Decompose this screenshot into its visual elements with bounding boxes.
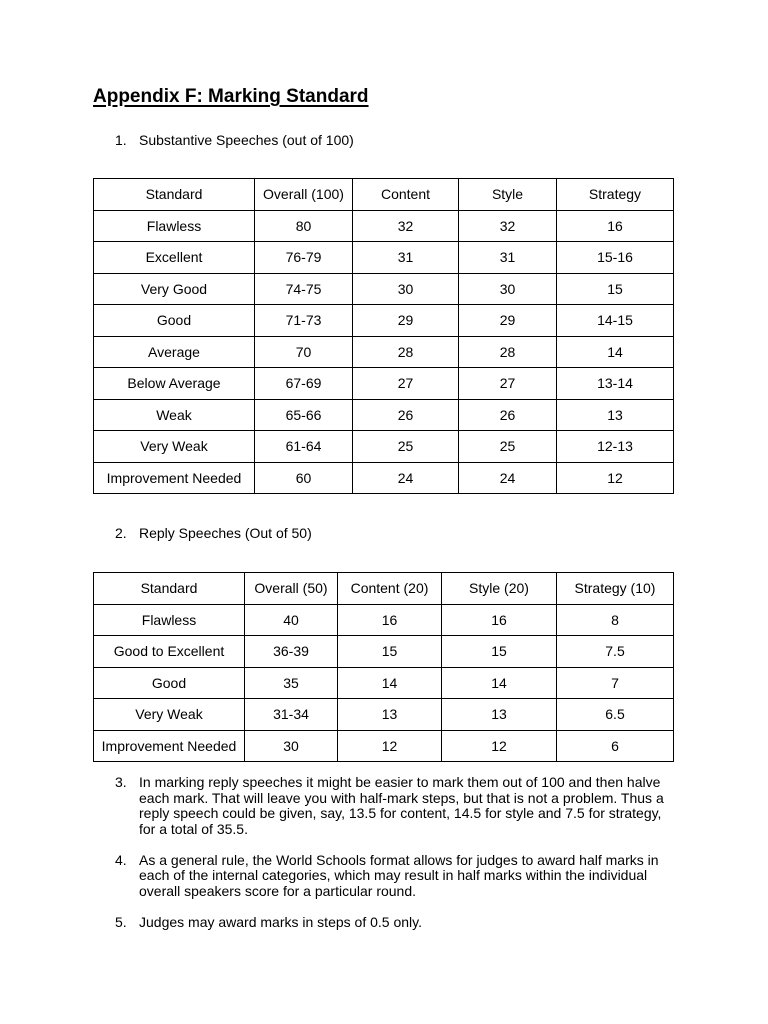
list-item-number: 5. [115,913,127,930]
table-cell: 30 [459,273,557,305]
list-item [115,775,675,837]
table-cell: 28 [459,336,557,368]
table-cell: 32 [459,210,557,242]
list-item-text: As a general rule, the World Schools format allows for judges to award half marks in each of the internal categories, which may result in half marks within the individual overall speakers score for a particular round. [139,851,659,899]
table-cell: Good [94,667,245,699]
table-cell: Improvement Needed [94,462,255,494]
table-cell: 7 [557,667,674,699]
list-item-text: Judges may award marks in steps of 0.5 only. [139,913,422,930]
table-cell: 14 [557,336,674,368]
table-cell: 7.5 [557,636,674,668]
table-cell: 32 [353,210,459,242]
table-row [94,399,674,431]
column-header: Content (20) [338,573,442,605]
table-cell: Very Weak [94,431,255,463]
table-row [94,667,674,699]
table-cell: 15 [338,636,442,668]
table-cell: 29 [353,305,459,337]
table-cell: 70 [255,336,353,368]
column-header: Style [459,179,557,211]
table-cell: 13-14 [557,368,674,400]
list-item-number: 4. [115,851,127,868]
table-cell: Excellent [94,242,255,274]
table-cell: 80 [255,210,353,242]
table-cell: 71-73 [255,305,353,337]
table-row [94,368,674,400]
table-cell: 12 [442,730,557,762]
table-cell: 60 [255,462,353,494]
column-header: Overall (100) [255,179,353,211]
column-header: Standard [94,573,245,605]
table-cell: Flawless [94,210,255,242]
table-row [94,730,674,762]
table-cell: Good to Excellent [94,636,245,668]
table-cell: 12-13 [557,431,674,463]
table-cell: 6 [557,730,674,762]
column-header: Style (20) [442,573,557,605]
table-cell: 27 [353,368,459,400]
table-row [94,636,674,668]
table-cell: 31 [459,242,557,274]
table-cell: 29 [459,305,557,337]
table-cell: 35 [245,667,338,699]
table-cell: 13 [442,699,557,731]
table-cell: Very Good [94,273,255,305]
column-header: Overall (50) [245,573,338,605]
table-cell: 15 [442,636,557,668]
table-cell: 36-39 [245,636,338,668]
table-cell: 16 [338,604,442,636]
table-cell: 74-75 [255,273,353,305]
table-row [94,604,674,636]
table-cell: 28 [353,336,459,368]
section-1-heading [115,132,354,148]
table-cell: 13 [338,699,442,731]
table-row [94,273,674,305]
section-1-number: 1. [115,132,127,148]
table-cell: Very Weak [94,699,245,731]
table-cell: Improvement Needed [94,730,245,762]
table-cell: 61-64 [255,431,353,463]
table-cell: 13 [557,399,674,431]
table-cell: 6.5 [557,699,674,731]
table-cell: 14-15 [557,305,674,337]
table-cell: 25 [459,431,557,463]
table-cell: Average [94,336,255,368]
table-cell: 12 [338,730,442,762]
table-cell: 24 [353,462,459,494]
table-row [94,305,674,337]
table-cell: Good [94,305,255,337]
table-cell: 8 [557,604,674,636]
table-cell: Flawless [94,604,245,636]
table-cell: 65-66 [255,399,353,431]
section-2-heading [115,525,312,541]
section-2-number: 2. [115,525,127,541]
table-row [94,462,674,494]
table-cell: 31 [353,242,459,274]
table-cell: Below Average [94,368,255,400]
substantive-speeches-table [93,178,674,494]
table-cell: 27 [459,368,557,400]
list-item [115,915,675,931]
table-cell: 76-79 [255,242,353,274]
table-cell: 15 [557,273,674,305]
table-cell: 15-16 [557,242,674,274]
table-cell: 67-69 [255,368,353,400]
column-header: Standard [94,179,255,211]
table-cell: 12 [557,462,674,494]
list-item-number: 3. [115,774,127,790]
column-header: Content [353,179,459,211]
table-cell: Weak [94,399,255,431]
table-cell: 24 [459,462,557,494]
list-item-text: In marking reply speeches it might be easier to mark them out of 100 and then halve each mark. That will leave you with half-mark steps, but that is not a problem. Thus a reply speech could be given, say, 13.5 for content, 14.5 for style and 7.5 for strategy, for a total of 35.5. [139,774,664,837]
section-2-heading-text: Reply Speeches (Out of 50) [139,525,312,541]
section-1-heading-text: Substantive Speeches (out of 100) [139,132,354,148]
table-header-row [94,573,674,605]
notes-list [115,775,675,946]
table-cell: 26 [459,399,557,431]
column-header: Strategy (10) [557,573,674,605]
table-cell: 14 [442,667,557,699]
table-cell: 14 [338,667,442,699]
column-header: Strategy [557,179,674,211]
table-cell: 31-34 [245,699,338,731]
table-row [94,699,674,731]
table-cell: 16 [442,604,557,636]
reply-speeches-table [93,572,674,762]
table-cell: 40 [245,604,338,636]
table-cell: 16 [557,210,674,242]
table-row [94,336,674,368]
table-cell: 25 [353,431,459,463]
table-cell: 30 [353,273,459,305]
table-header-row [94,179,674,211]
page-title: Appendix F: Marking Standard [93,86,369,107]
list-item [115,853,675,900]
table-cell: 30 [245,730,338,762]
table-row [94,431,674,463]
table-cell: 26 [353,399,459,431]
table-row [94,242,674,274]
table-row [94,210,674,242]
